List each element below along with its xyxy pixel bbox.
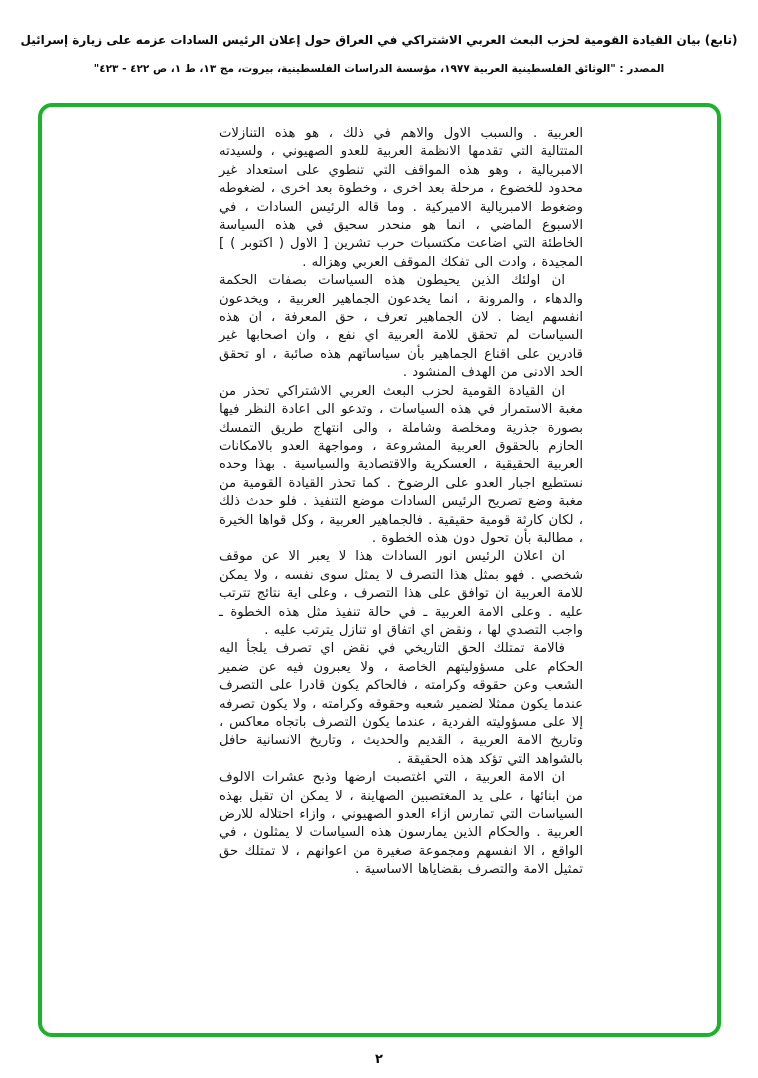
page-number: ٢	[375, 1052, 383, 1067]
paragraph: فالامة تمتلك الحق التاريخي في نقض اي تصرف يلجأ اليه الحكام على مسؤوليتهم الخاصة ، ولا يعبرون فيه عن ضمير الشعب وعن حقوقه وكرامته ، فالحاكم يكون قادرا على التصرف عندما يكون ممثلا لضمير شعبه وحقوقه وكرامته ، ولا يكون تصرفه إلا على مسؤوليته الفردية ، عندما يكون التصرف باتجاه معاكس ، وتاريخ الامة العربية ، القديم والحديث ، وتاريخ الانسانية حافل بالشواهد التي تؤكد هذه الحقيقة .	[219, 641, 583, 767]
paragraph: ان اولئك الذين يحيطون هذه السياسات بصفات الحكمة والدهاء ، والمرونة ، انما يخدعون الجماهير العربية ، ويخدعون انفسهم ايضا . لان الجماهير تعرف ، حق المعرفة ، ان هذه السياسات لم تحقق للامة العربية اي نفع ، وان اصحابها غير قادرين على اقناع الجماهير بأن سياساتهم هذه صائبة ، او تحقق الحد الادنى من الهدف المنشود .	[219, 273, 583, 381]
paragraph: ان الامة العربية ، التي اغتصبت ارضها وذبح عشرات الالوف من ابنائها ، على يد المغتصبين الصهاينة ، لا يمكن ان تقبل بهذه السياسات التي تمارس ازاء العدو الصهيوني ، وازاء احتلاله للارض العربية . والحكام الذين يمارسون هذه السياسات لا يمثلون ، في الواقع ، الا انفسهم ومجموعة صغيرة من اعوانهم ، لا تمتلك حق تمثيل الامة والتصرف بقضاياها الاساسية .	[219, 770, 583, 878]
paragraph: ان اعلان الرئيس انور السادات هذا لا يعبر الا عن موقف شخصي . فهو بمثل هذا التصرف لا يمثل سوى نفسه ، ولا يمكن للامة العربية ان توافق على هذا التصرف ، وعلى اية نتائج تترتب عليه . وعلى الامة العربية ـ في حالة تنفيذ مثل هذه الخطوة ـ واجب التصدي لها ، ونقض اي اتفاق او تنازل يترتب عليه .	[219, 549, 583, 638]
paragraph: العربية . والسبب الاول والاهم في ذلك ، هو هذه التنازلات المتتالية التي تقدمها الانظمة العربية للعدو الصهيوني ، ولسيدته الامبريالية ، وهو هذه المواقف التي تنطوي على استعداد غير محدود للخضوع ، مرحلة بعد اخرى ، وخطوة بعد اخرى ، لضغوطه وضغوط الامبريالية الاميركية . وما قاله الرئيس السادات ، في الاسبوع الماضي ، انما هو منحدر سحيق في هذه السياسة الخاطئة التي اضاعت مكتسبات حرب تشرين [ الاول ( اكتوبر ) ] المجيدة ، وادت الى تفكك الموقف العربي وهزاله .	[219, 126, 583, 270]
document-title: (تابع) بيان القيادة القومية لحزب البعث العربي الاشتراكي في العراق حول إعلان الرئيس السادات عزمه على زيارة إسرائيل	[20, 33, 738, 47]
paragraph: ان القيادة القومية لحزب البعث العربي الاشتراكي تحذر من مغبة الاستمرار في هذه السياسات ، وتدعو الى اعادة النظر فيها بصورة جذرية ومخلصة وشاملة ، والى انتهاج طريق التمسك الحازم بالحقوق العربية المشروعة ، ومواجهة العدو بالامكانات العربية الحقيقية ، العسكرية والاقتصادية والسياسية . بهذا وحده نستطيع اجبار العدو على الرضوخ . كما تحذر القيادة القومية من مغبة وضع تصريح الرئيس السادات موضع التنفيذ . فلو حدث ذلك ، لكان كارثة قومية حقيقية . فالجماهير العربية ، وكل قواها الخيرة ، مطالبة بأن تحول دون هذه الخطوة .	[219, 383, 583, 546]
body-text	[219, 125, 583, 880]
source-citation: المصدر : "الوثائق الفلسطينية العربية ١٩٧٧، مؤسسة الدراسات الفلسطينية، بيروت، مج ١٣، ط ١، ص ٤٢٢ - ٤٢٣"	[93, 63, 665, 75]
highlight-frame	[38, 103, 721, 1037]
